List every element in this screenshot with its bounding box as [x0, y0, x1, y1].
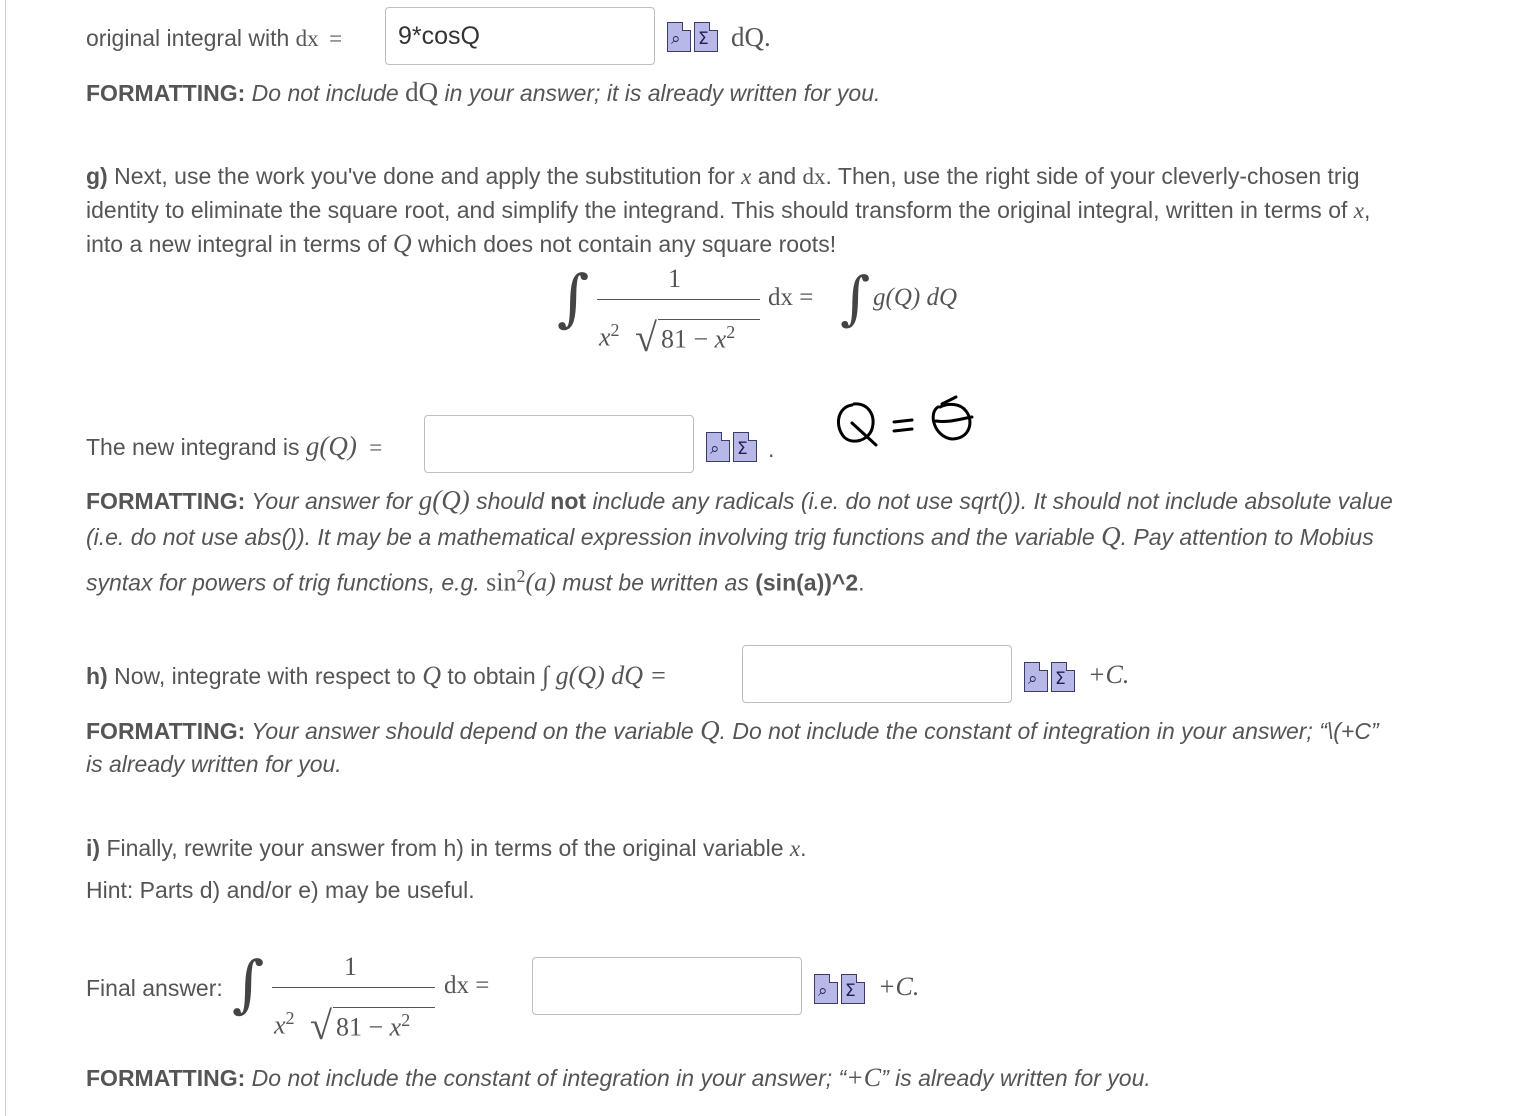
fraction-bar: [272, 987, 435, 988]
period: .: [800, 835, 807, 861]
math-equals: =: [369, 435, 383, 460]
equation-rhs: g(Q) dQ: [873, 284, 958, 311]
part-g-formatting-line-2: [86, 519, 1374, 554]
part-g-answer-row: [86, 429, 382, 465]
formatting-label: FORMATTING:: [86, 488, 246, 514]
equation-editor-icon[interactable]: Σ: [1051, 662, 1075, 692]
formatting-label: FORMATTING:: [86, 718, 246, 744]
math-sin: sin: [486, 567, 517, 597]
part-i-label: i): [86, 835, 101, 861]
part-g-line-1: [86, 159, 1359, 194]
part-g-text-3b: which does not contain any square roots!: [418, 231, 837, 257]
part-i-formatting: [86, 1061, 1151, 1095]
math-exponent: 2: [610, 320, 620, 340]
formatting-label: FORMATTING:: [86, 1065, 246, 1091]
part-f-answer-input[interactable]: [385, 7, 655, 65]
part-i-text: Finally, rewrite your answer from h) in terms of the original variable: [106, 835, 784, 861]
fraction-denominator: [274, 1008, 295, 1041]
math-exponent: 2: [285, 1008, 295, 1028]
part-g-display-equation: [555, 262, 995, 372]
part-h-label: h): [86, 663, 108, 689]
math-q: Q: [422, 661, 441, 690]
integral-sign: ∫: [840, 264, 871, 332]
part-h-formatting-line-2: is already written for you.: [86, 751, 342, 777]
math-integral-expression: ∫ g(Q) dQ =: [542, 661, 668, 690]
part-f-dx: dx: [295, 26, 319, 51]
part-i-hint: Hint: Parts d) and/or e) may be useful.: [86, 877, 475, 903]
part-g-fmt-not: not: [550, 488, 587, 514]
fraction-numerator: 1: [668, 264, 681, 293]
math-x: x: [714, 324, 727, 354]
integral-sign: ∫: [232, 947, 265, 1020]
part-g-fmt-text-2b: . Pay attention to Mobius: [1120, 524, 1374, 550]
math-q: Q: [700, 715, 720, 745]
preview-icon[interactable]: ⌕: [1024, 662, 1048, 692]
math-dx: dx: [802, 164, 826, 189]
final-answer-input[interactable]: [532, 957, 802, 1015]
sqrt-bar: [658, 319, 760, 320]
part-g-text-3: into a new integral in terms of: [86, 231, 387, 257]
math-x: x: [389, 1012, 402, 1042]
part-g-fmt-text-3: syntax for powers of trig functions, e.g.: [86, 569, 480, 596]
part-i-icon-group: [814, 974, 865, 1004]
fraction-denominator: [599, 320, 620, 353]
part-i-fmt-text-b: ” is already written for you.: [881, 1065, 1151, 1091]
part-f-fmt-text-end: in your answer; it is already written for you.: [444, 80, 881, 106]
formatting-label: FORMATTING:: [86, 80, 246, 106]
part-h-answer-input[interactable]: [742, 645, 1012, 703]
handwritten-annotation: [830, 395, 980, 455]
preview-icon[interactable]: ⌕: [667, 22, 691, 52]
equation-editor-icon[interactable]: Σ: [694, 22, 718, 52]
part-g-fmt-should: should: [476, 488, 544, 514]
integral-sign: ∫: [557, 261, 590, 334]
part-g-line-3: [86, 227, 836, 261]
equation-dx-equals: dx =: [444, 972, 490, 999]
part-g-text-comma: ,: [1363, 197, 1371, 223]
math-81: 81 −: [661, 324, 709, 354]
sqrt-sign: √: [310, 1003, 332, 1048]
part-g-text-2: identity to eliminate the square root, and simplify the integrand. This should transform the original integral, written in terms of: [86, 197, 1348, 223]
sqrt-sign: √: [635, 315, 657, 360]
fraction-numerator: 1: [344, 952, 357, 981]
math-gq: g(Q): [418, 485, 470, 515]
preview-icon[interactable]: ⌕: [814, 974, 838, 1004]
period: .: [768, 436, 775, 462]
part-i-fmt-text: Do not include the constant of integration in your answer; “: [251, 1065, 847, 1091]
sqrt-bar: [333, 1007, 435, 1008]
sqrt-content: [661, 322, 735, 355]
part-g-fmt-text-3b: must be written as: [562, 569, 749, 596]
part-f-icon-group: [667, 22, 718, 52]
plus-c: +C.: [878, 972, 920, 1001]
part-h-fmt-text-b: . Do not include the constant of integration in your answer; “\(+C”: [719, 718, 1379, 744]
part-f-equals: =: [329, 26, 343, 51]
math-arg: (a): [525, 567, 556, 597]
sqrt-content: [336, 1010, 410, 1043]
page-left-border: [5, 0, 6, 1116]
part-h-formatting-line-1: [86, 713, 1379, 748]
part-h-fmt-text: Your answer should depend on the variable: [251, 718, 694, 744]
plus-c: +C.: [1088, 660, 1130, 689]
part-g-fmt-text: Your answer for: [251, 488, 413, 514]
part-h-icon-group: [1024, 662, 1075, 692]
period: .: [858, 569, 865, 596]
part-i-line: [86, 831, 807, 866]
part-f-answer-row: [86, 21, 342, 56]
equation-editor-icon[interactable]: Σ: [841, 974, 865, 1004]
math-exponent: 2: [401, 1010, 411, 1030]
part-h-text: Now, integrate with respect to: [114, 663, 416, 689]
part-f-fmt-text: Do not include: [251, 80, 399, 106]
part-g-answer-input[interactable]: [424, 415, 694, 473]
equation-editor-icon[interactable]: Σ: [733, 432, 757, 462]
part-h-text-b: to obtain: [447, 663, 536, 689]
part-f-formatting: [86, 75, 880, 110]
math-x: x: [1353, 198, 1364, 223]
equation-dx-equals: dx =: [768, 284, 814, 311]
fraction-bar: [597, 299, 760, 300]
part-g-text-and: and: [757, 163, 797, 189]
math-exponent: 2: [726, 322, 736, 342]
part-g-label: g): [86, 163, 108, 189]
part-g-formatting-line-3: [86, 559, 865, 600]
part-g-fmt-text-2: (i.e. do not use abs()). It may be a mathematical expression involving trig functions and the variable: [86, 524, 1095, 550]
math-gq: g(Q): [305, 431, 357, 461]
part-g-formatting-line-1: [86, 483, 1393, 518]
math-x: x: [599, 322, 611, 352]
math-q: Q: [392, 229, 412, 258]
part-g-answer-prefix: The new integrand is: [86, 434, 300, 460]
part-i-display-equation: [230, 947, 520, 1060]
part-g-text-b: . Then, use the right side of your cleverly-chosen trig: [825, 163, 1360, 189]
math-x: x: [741, 164, 752, 189]
part-h-line: [86, 659, 667, 693]
math-exponent: 2: [516, 566, 526, 586]
math-q: Q: [1101, 521, 1121, 551]
part-g-fmt-text-c: include any radicals (i.e. do not use sqrt()). It should not include absolute value: [592, 488, 1393, 514]
math-plus-c: +C: [846, 1063, 882, 1092]
math-x: x: [789, 836, 801, 861]
part-g-fmt-example: (sin(a))^2: [755, 569, 859, 596]
preview-icon[interactable]: ⌕: [706, 432, 730, 462]
final-answer-label: Final answer:: [86, 975, 223, 1001]
part-g-line-2: [86, 193, 1370, 228]
math-81: 81 −: [336, 1012, 384, 1042]
part-g-icon-group: [706, 432, 757, 462]
part-f-dq-suffix: dQ.: [731, 22, 771, 52]
math-x: x: [274, 1010, 286, 1040]
part-f-prefix: original integral with: [86, 25, 290, 51]
part-g-text: Next, use the work you've done and apply the substitution for: [114, 163, 735, 189]
part-f-fmt-dq: dQ: [405, 77, 439, 107]
